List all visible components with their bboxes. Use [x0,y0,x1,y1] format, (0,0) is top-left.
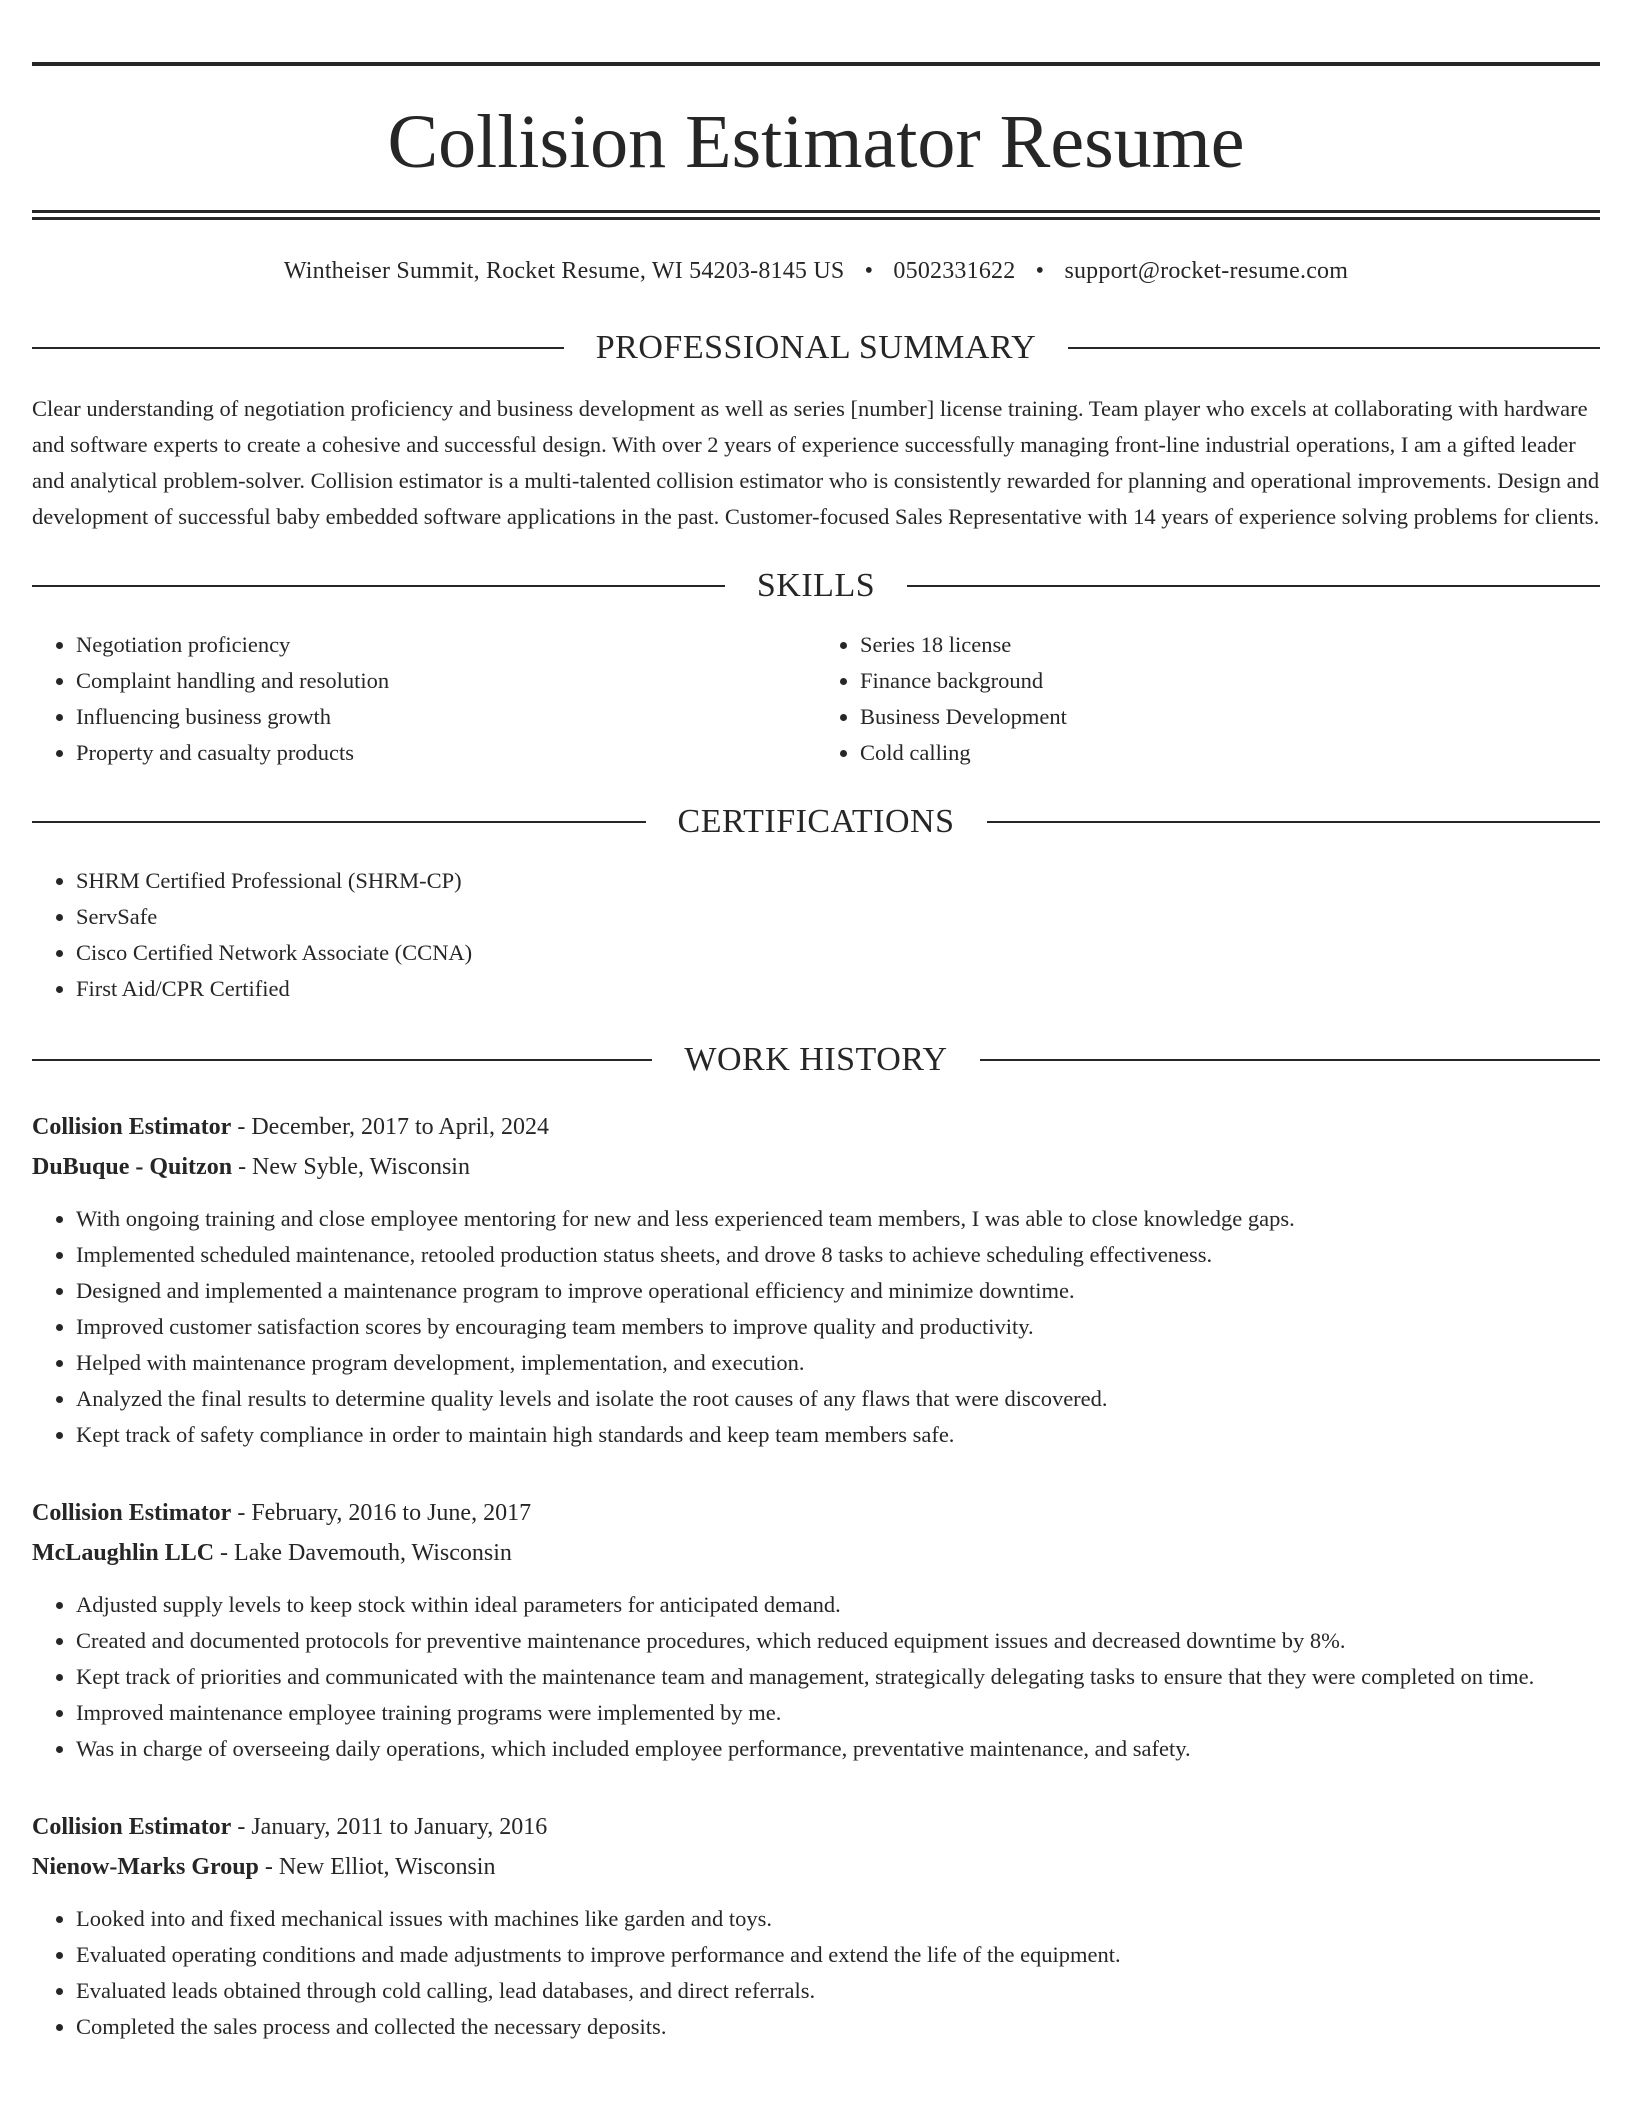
job-bullet: • Adjusted supply levels to keep stock within ideal parameters for anticipated demand. [76,1587,1600,1623]
top-rule [32,62,1600,66]
job-bullet: • Kept track of safety compliance in order to maintain high standards and keep team members safe. [76,1417,1600,1453]
skill-item: • Finance background [860,663,1600,699]
job-bullet: • Looked into and fixed mechanical issues with machines like garden and toys. [76,1901,1600,1937]
job-company-line [32,1147,1600,1187]
job-company: Nienow-Marks Group [32,1854,259,1880]
contact-line [32,258,1600,285]
page-title: Collision Estimator Resume [387,100,1245,184]
job-title: Collision Estimator [32,1114,232,1140]
certifications-list [32,863,1600,1007]
resume-page [32,0,1600,2045]
job-bullets [32,1901,1600,2045]
heading-rule-right [987,821,1601,823]
skill-item: • Complaint handling and resolution [76,663,816,699]
skill-item: • Negotiation proficiency [76,627,816,663]
job-bullet: • Helped with maintenance program development, implementation, and execution. [76,1345,1600,1381]
skills-list-left [32,627,816,771]
job-company-line [32,1847,1600,1887]
section-title: SKILLS [756,567,876,604]
job-bullet: • Evaluated leads obtained through cold calling, lead databases, and direct referrals. [76,1973,1600,2009]
title-double-rule [32,210,1600,220]
skill-item: • Business Development [860,699,1600,735]
job-bullet: • Was in charge of overseeing daily operations, which included employee performance, preventative maintenance, and safety. [76,1731,1600,1767]
certification-item: • Cisco Certified Network Associate (CCNA) [76,935,1600,971]
job-title-line [32,1107,1600,1147]
certification-item: • First Aid/CPR Certified [76,971,1600,1007]
job-title: Collision Estimator [32,1500,232,1526]
job-bullet: • With ongoing training and close employee mentoring for new and less experienced team members, I was able to close knowledge gaps. [76,1201,1600,1237]
skills-section-heading [32,569,1600,603]
skill-item: • Cold calling [860,735,1600,771]
skills-columns [32,627,1600,771]
section-title: CERTIFICATIONS [677,803,955,840]
contact-email: support@rocket-resume.com [1064,258,1349,284]
job-location: - New Elliot, Wisconsin [258,1854,496,1880]
job-bullet: • Completed the sales process and collected the necessary deposits. [76,2009,1600,2045]
job-dates: - January, 2011 to January, 2016 [231,1814,548,1840]
job-bullet: • Kept track of priorities and communicated with the maintenance team and management, strategically delegating tasks to ensure that they were completed on time. [76,1659,1600,1695]
certification-item: • ServSafe [76,899,1600,935]
job-bullet: • Designed and implemented a maintenance program to improve operational efficiency and minimize downtime. [76,1273,1600,1309]
job-company: McLaughlin LLC [32,1540,215,1566]
skills-list-right [816,627,1600,771]
heading-rule-left [32,347,564,349]
work-history-section-heading [32,1043,1600,1077]
section-title: PROFESSIONAL SUMMARY [595,329,1037,366]
heading-rule-right [1068,347,1600,349]
job-dates: - December, 2017 to April, 2024 [231,1114,549,1140]
job-bullets [32,1587,1600,1767]
job-entry [32,1493,1600,1767]
certification-item: • SHRM Certified Professional (SHRM-CP) [76,863,1600,899]
job-title-line [32,1807,1600,1847]
summary-text: Clear understanding of negotiation proficiency and business development as well as series [number] license training. Team player who excels at collaborating with hardware and software experts to create a cohesive and successful design. With over 2 years of experience successfully managing front-line industrial operations, I am a gifted leader and analytical problem-solver. Collision estimator is a multi-talented collision estimator who is consistently rewarded for planning and operational improvements. Design and development of successful baby embedded software applications in the past. Customer-focused Sales Representative with 14 years of experience solving problems for clients. [32,396,1600,529]
skill-item: • Property and casualty products [76,735,816,771]
job-bullet: • Created and documented protocols for preventive maintenance procedures, which reduced equipment issues and decreased downtime by 8%. [76,1623,1600,1659]
section-title: WORK HISTORY [684,1041,948,1078]
job-bullets [32,1201,1600,1453]
heading-rule-left [32,821,646,823]
job-title: Collision Estimator [32,1814,232,1840]
job-bullet: • Improved maintenance employee training programs were implemented by me. [76,1695,1600,1731]
heading-rule-right [907,585,1600,587]
contact-address: Wintheiser Summit, Rocket Resume, WI 54203-8145 US [283,258,845,284]
job-location: - Lake Davemouth, Wisconsin [214,1540,512,1566]
job-title-line [32,1493,1600,1533]
job-company-line [32,1533,1600,1573]
contact-phone: 0502331622 [893,258,1016,284]
job-entry [32,1107,1600,1453]
job-bullet: • Evaluated operating conditions and made adjustments to improve performance and extend the life of the equipment. [76,1937,1600,1973]
skill-item: • Series 18 license [860,627,1600,663]
job-dates: - February, 2016 to June, 2017 [231,1500,532,1526]
job-bullet: • Improved customer satisfaction scores by encouraging team members to improve quality and productivity. [76,1309,1600,1345]
heading-rule-left [32,1059,652,1061]
contact-separator: • [1035,258,1045,284]
job-bullet: • Implemented scheduled maintenance, retooled production status sheets, and drove 8 tasks to achieve scheduling effectiveness. [76,1237,1600,1273]
job-location: - New Syble, Wisconsin [232,1154,470,1180]
job-company: DuBuque - Quitzon [32,1154,233,1180]
heading-rule-right [980,1059,1600,1061]
skill-item: • Influencing business growth [76,699,816,735]
certifications-section-heading [32,805,1600,839]
heading-rule-left [32,585,725,587]
summary-section-heading [32,331,1600,365]
job-entry [32,1807,1600,2045]
job-bullet: • Analyzed the final results to determine quality levels and isolate the root causes of any flaws that were discovered. [76,1381,1600,1417]
contact-separator: • [864,258,874,284]
